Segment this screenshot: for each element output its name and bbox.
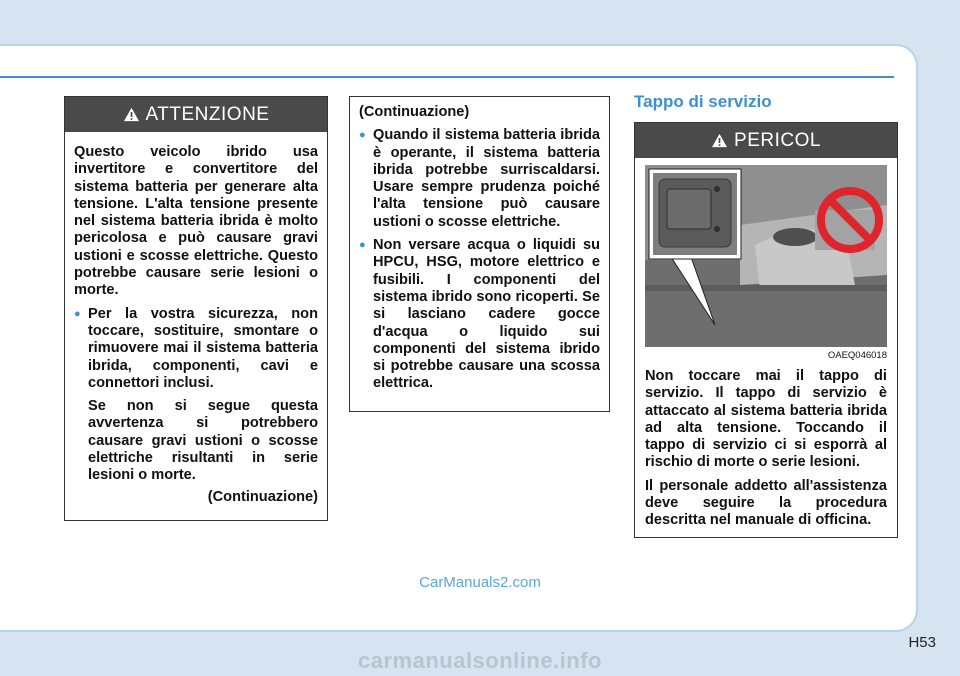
pericol-header [635,123,897,158]
attenzione-intro: Questo veicolo ibrido usa invertitore e convertitore del sistema batteria per generare alta tensione. L'alta tensione presente nel sistema batteria ibrida è molto pericolosa e può causare gravi ustioni e scosse elettriche. Questo potrebbe causare serie lesioni o morte. [74,144,318,299]
top-rule [0,76,894,78]
pericol-box [634,122,898,538]
footer-watermark: carmanualsonline.info [358,648,602,673]
page-number: H53 [908,634,936,651]
continuation-box [349,96,610,412]
pericol-content [635,361,897,530]
attenzione-bullet: ● Per la vostra sicurezza, non toccare, sostituire, smontare o rimuovere mai il sistema batteria ibrida, componenti, cavi e connettori inclusi. [74,306,318,392]
continuation-bullet-2: ● Non versare acqua o liquidi su HPCU, HSG, motore elettrico e fusibili. I componenti del sistema ibrido sono ricoperti. Se si lasciano cadere gocce d'acqua o liquido sui componenti del sistema ibrido si potrebbe causare una scossa elettrica. [359,237,600,393]
carmanuals-watermark[interactable]: CarManuals2.com [419,574,541,591]
pericol-para-1: Non toccare mai il tappo di servizio. Il tappo di servizio è attaccato al sistema batteria ibrida ad alta tensione. Toccando il tappo di servizio ci si esporrà al rischio di morte o serie lesioni. [645,368,887,471]
continuation-bullet-1: ● Quando il sistema batteria ibrida è operante, il sistema batteria ibrida potrebbe surriscaldarsi. Usare sempre prudenza poiché l'alta tensione può causare ustioni o scosse elettriche. [359,127,600,231]
continuation-label: (Continuazione) [359,104,470,120]
pericol-title: PERICOL [734,129,821,151]
attenzione-box [64,96,328,521]
section-title: Tappo di servizio [634,92,772,111]
attenzione-header [65,97,327,132]
attenzione-indent: Se non si segue questa avvertenza si potrebbero causare gravi ustioni o scosse elettriche risultanti in serie lesioni o morte. [88,398,318,484]
pericol-para-2: Il personale addetto all'assistenza deve seguire la procedura descritta nel manuale di officina. [645,477,887,529]
warning-icon [711,133,728,148]
attenzione-content [65,132,327,506]
warning-icon [123,107,140,122]
continuation-content [350,97,609,393]
continued-label: (Continuazione) [207,488,318,505]
attenzione-title: ATTENZIONE [145,103,270,125]
service-plug-photo [645,165,887,347]
image-code: OAEQ046018 [827,350,887,361]
